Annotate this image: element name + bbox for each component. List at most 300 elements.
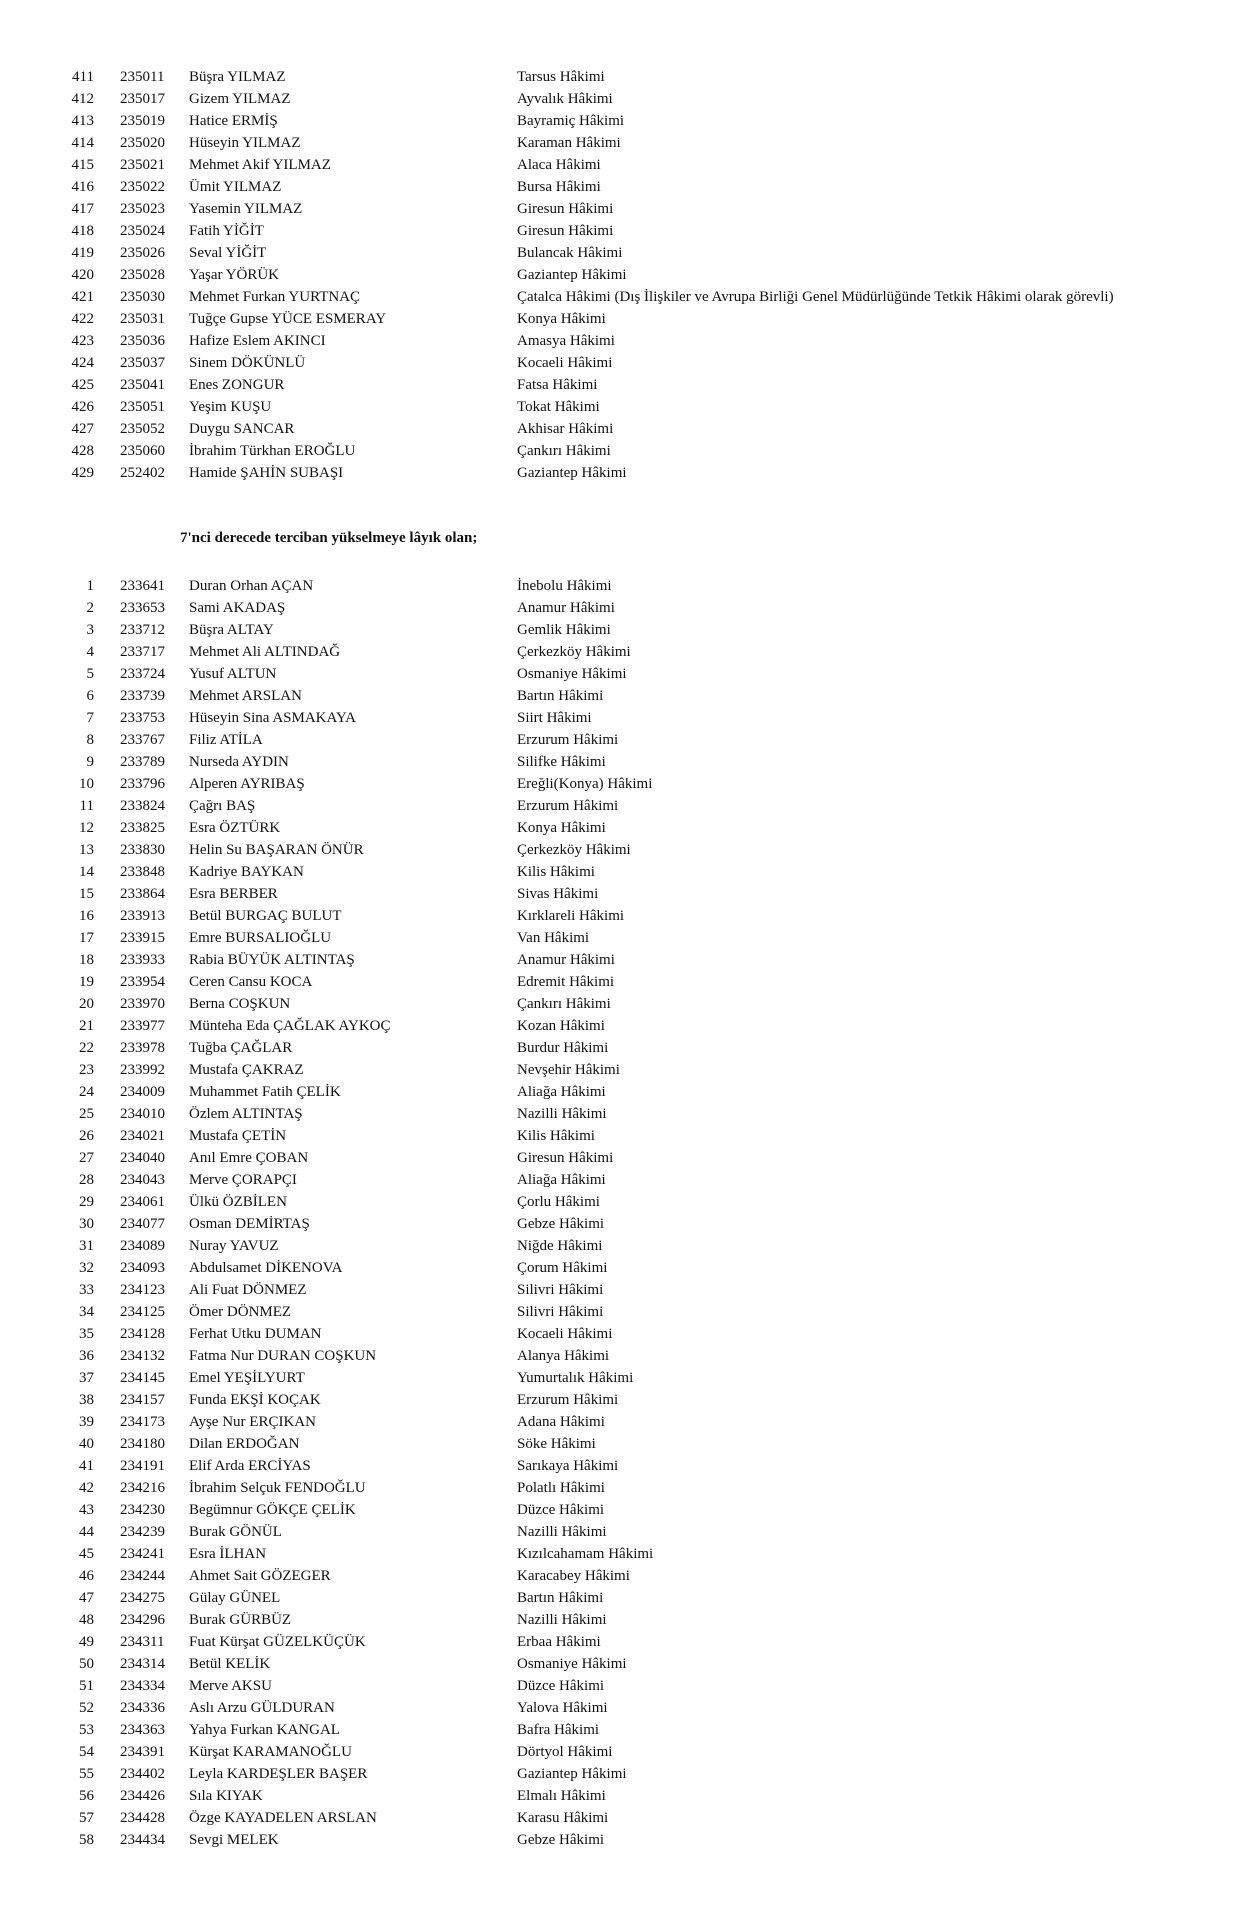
table-row	[0, 1235, 1252, 1257]
table-row	[0, 663, 1252, 685]
table-row	[0, 619, 1252, 641]
row-number: 429	[71, 465, 94, 481]
position-title: Erzurum Hâkimi	[517, 798, 619, 814]
row-number: 34	[79, 1304, 94, 1320]
position-title: Giresun Hâkimi	[517, 223, 614, 239]
position-title: Çankırı Hâkimi	[517, 996, 611, 1012]
table-row	[0, 905, 1252, 927]
position-title: Sarıkaya Hâkimi	[517, 1458, 619, 1474]
table-row	[0, 949, 1252, 971]
registry-number: 233767	[120, 732, 165, 748]
person-name: Mehmet Ali ALTINDAĞ	[189, 644, 341, 660]
registry-number: 234191	[120, 1458, 165, 1474]
person-name: Duran Orhan AÇAN	[189, 578, 314, 594]
person-name: Seval YİĞİT	[189, 245, 267, 261]
position-title: Gemlik Hâkimi	[517, 622, 611, 638]
position-title: Karacabey Hâkimi	[517, 1568, 630, 1584]
row-number: 5	[86, 666, 94, 682]
position-title: Erzurum Hâkimi	[517, 732, 619, 748]
position-title: Fatsa Hâkimi	[517, 377, 598, 393]
table-row	[0, 1323, 1252, 1345]
position-title: Söke Hâkimi	[517, 1436, 596, 1452]
position-title: Çatalca Hâkimi (Dış İlişkiler ve Avrupa Birliği Genel Müdürlüğünde Tetkik Hâkimi olarak görevli)	[517, 289, 1114, 305]
row-number: 421	[71, 289, 94, 305]
row-number: 414	[71, 135, 94, 151]
row-number: 32	[79, 1260, 94, 1276]
table-row	[0, 1543, 1252, 1565]
row-number: 50	[79, 1656, 94, 1672]
row-number: 21	[79, 1018, 94, 1034]
row-number: 47	[79, 1590, 94, 1606]
position-title: Ereğli(Konya) Hâkimi	[517, 776, 653, 792]
row-number: 51	[79, 1678, 94, 1694]
row-number: 415	[71, 157, 94, 173]
row-number: 423	[71, 333, 94, 349]
person-name: Aslı Arzu GÜLDURAN	[189, 1700, 335, 1716]
registry-number: 234043	[120, 1172, 165, 1188]
table-row	[0, 1301, 1252, 1323]
person-name: Filiz ATİLA	[189, 732, 263, 748]
promotion-list	[0, 575, 1252, 1851]
registry-number: 233717	[120, 644, 165, 660]
registry-number: 235028	[120, 267, 165, 283]
person-name: Dilan ERDOĞAN	[189, 1436, 300, 1452]
row-number: 7	[86, 710, 94, 726]
position-title: Anamur Hâkimi	[517, 952, 615, 968]
person-name: Hüseyin YILMAZ	[189, 135, 301, 151]
person-name: Rabia BÜYÜK ALTINTAŞ	[189, 952, 355, 968]
registry-number: 234311	[120, 1634, 165, 1650]
table-row	[0, 1785, 1252, 1807]
registry-number: 233915	[120, 930, 165, 946]
registry-number: 233789	[120, 754, 165, 770]
position-title: Bartın Hâkimi	[517, 688, 604, 704]
position-title: Erzurum Hâkimi	[517, 1392, 619, 1408]
person-name: İbrahim Türkhan EROĞLU	[189, 443, 356, 459]
registry-number: 233653	[120, 600, 165, 616]
row-number: 36	[79, 1348, 94, 1364]
row-number: 44	[79, 1524, 94, 1540]
row-number: 418	[71, 223, 94, 239]
person-name: Merve ÇORAPÇI	[189, 1172, 297, 1188]
row-number: 39	[79, 1414, 94, 1430]
position-title: Sivas Hâkimi	[517, 886, 599, 902]
registry-number: 235019	[120, 113, 165, 129]
person-name: Kadriye BAYKAN	[189, 864, 304, 880]
table-row	[0, 1125, 1252, 1147]
registry-number: 233825	[120, 820, 165, 836]
registry-number: 234093	[120, 1260, 165, 1276]
person-name: Hafize Eslem AKINCI	[189, 333, 326, 349]
registry-number: 234402	[120, 1766, 165, 1782]
person-name: Fuat Kürşat GÜZELKÜÇÜK	[189, 1634, 366, 1650]
person-name: Gülay GÜNEL	[189, 1590, 281, 1606]
table-row	[0, 1499, 1252, 1521]
person-name: Tuğçe Gupse YÜCE ESMERAY	[189, 311, 387, 327]
registry-number: 235017	[120, 91, 165, 107]
position-title: Kilis Hâkimi	[517, 864, 595, 880]
row-number: 420	[71, 267, 94, 283]
table-row	[0, 1565, 1252, 1587]
row-number: 12	[79, 820, 94, 836]
registry-number: 235052	[120, 421, 165, 437]
person-name: Betül BURGAÇ BULUT	[189, 908, 342, 924]
table-row	[0, 839, 1252, 861]
table-row	[0, 308, 1252, 330]
registry-number: 235037	[120, 355, 165, 371]
table-row	[0, 575, 1252, 597]
row-number: 2	[86, 600, 94, 616]
person-name: Ceren Cansu KOCA	[189, 974, 313, 990]
table-row	[0, 1257, 1252, 1279]
table-row	[0, 1169, 1252, 1191]
registry-number: 234336	[120, 1700, 165, 1716]
person-name: Nuray YAVUZ	[189, 1238, 279, 1254]
row-number: 46	[79, 1568, 94, 1584]
registry-number: 235021	[120, 157, 165, 173]
registry-number: 235026	[120, 245, 165, 261]
position-title: Çorum Hâkimi	[517, 1260, 608, 1276]
person-name: Ahmet Sait GÖZEGER	[189, 1568, 331, 1584]
registry-number: 235020	[120, 135, 165, 151]
row-number: 37	[79, 1370, 94, 1386]
person-name: Özlem ALTINTAŞ	[189, 1106, 303, 1122]
position-title: Düzce Hâkimi	[517, 1502, 605, 1518]
row-number: 52	[79, 1700, 94, 1716]
registry-number: 234061	[120, 1194, 165, 1210]
table-row	[0, 1521, 1252, 1543]
person-name: Esra İLHAN	[189, 1546, 267, 1562]
table-row	[0, 440, 1252, 462]
person-name: Begümnur GÖKÇE ÇELİK	[189, 1502, 356, 1518]
position-title: Siirt Hâkimi	[517, 710, 592, 726]
section-heading: 7'nci derecede terciban yükselmeye lâyık olan;	[180, 530, 478, 546]
table-row	[0, 729, 1252, 751]
position-title: Erbaa Hâkimi	[517, 1634, 601, 1650]
person-name: Münteha Eda ÇAĞLAK AYKOÇ	[189, 1018, 391, 1034]
table-row	[0, 1103, 1252, 1125]
row-number: 38	[79, 1392, 94, 1408]
person-name: Ülkü ÖZBİLEN	[189, 1194, 287, 1210]
row-number: 25	[79, 1106, 94, 1122]
person-name: Ayşe Nur ERÇIKAN	[189, 1414, 316, 1430]
registry-number: 234157	[120, 1392, 165, 1408]
table-row	[0, 264, 1252, 286]
position-title: Yumurtalık Hâkimi	[517, 1370, 634, 1386]
registry-number: 234089	[120, 1238, 165, 1254]
registry-number: 235024	[120, 223, 165, 239]
row-number: 427	[71, 421, 94, 437]
registry-number: 233978	[120, 1040, 165, 1056]
table-row	[0, 1367, 1252, 1389]
registry-number: 234426	[120, 1788, 165, 1804]
person-name: Çağrı BAŞ	[189, 798, 256, 814]
registry-number: 235022	[120, 179, 165, 195]
registry-number: 235060	[120, 443, 165, 459]
person-name: Sevgi MELEK	[189, 1832, 279, 1848]
position-title: Nazilli Hâkimi	[517, 1524, 607, 1540]
row-number: 24	[79, 1084, 94, 1100]
position-title: Edremit Hâkimi	[517, 974, 615, 990]
position-title: Akhisar Hâkimi	[517, 421, 614, 437]
registry-number: 233824	[120, 798, 165, 814]
registry-number: 233913	[120, 908, 165, 924]
row-number: 16	[79, 908, 94, 924]
registry-number: 234275	[120, 1590, 165, 1606]
table-row	[0, 1037, 1252, 1059]
position-title: Karasu Hâkimi	[517, 1810, 609, 1826]
row-number: 9	[86, 754, 94, 770]
registry-number: 235051	[120, 399, 165, 415]
row-number: 35	[79, 1326, 94, 1342]
position-title: Van Hâkimi	[517, 930, 590, 946]
row-number: 425	[71, 377, 94, 393]
person-name: Anıl Emre ÇOBAN	[189, 1150, 309, 1166]
registry-number: 234334	[120, 1678, 165, 1694]
position-title: İnebolu Hâkimi	[517, 578, 612, 594]
person-name: Muhammet Fatih ÇELİK	[189, 1084, 341, 1100]
position-title: Gaziantep Hâkimi	[517, 465, 627, 481]
registry-number: 235041	[120, 377, 165, 393]
registry-number: 234391	[120, 1744, 165, 1760]
person-name: Leyla KARDEŞLER BAŞER	[189, 1766, 368, 1782]
person-name: Duygu SANCAR	[189, 421, 295, 437]
position-title: Bartın Hâkimi	[517, 1590, 604, 1606]
position-title: Dörtyol Hâkimi	[517, 1744, 613, 1760]
row-number: 31	[79, 1238, 94, 1254]
position-title: Osmaniye Hâkimi	[517, 666, 627, 682]
registry-number: 234241	[120, 1546, 165, 1562]
position-title: Silivri Hâkimi	[517, 1304, 604, 1320]
position-title: Gebze Hâkimi	[517, 1832, 605, 1848]
position-title: Karaman Hâkimi	[517, 135, 621, 151]
row-number: 413	[71, 113, 94, 129]
registry-number: 234434	[120, 1832, 165, 1848]
registry-number: 233712	[120, 622, 165, 638]
table-row	[0, 773, 1252, 795]
row-number: 20	[79, 996, 94, 1012]
position-title: Adana Hâkimi	[517, 1414, 605, 1430]
person-name: Yasemin YILMAZ	[189, 201, 303, 217]
position-title: Silifke Hâkimi	[517, 754, 606, 770]
table-row	[0, 286, 1252, 308]
person-name: Gizem YILMAZ	[189, 91, 291, 107]
registry-number: 235036	[120, 333, 165, 349]
position-title: Giresun Hâkimi	[517, 1150, 614, 1166]
row-number: 422	[71, 311, 94, 327]
position-title: Gebze Hâkimi	[517, 1216, 605, 1232]
row-number: 27	[79, 1150, 94, 1166]
row-number: 45	[79, 1546, 94, 1562]
table-row	[0, 242, 1252, 264]
row-number: 54	[79, 1744, 94, 1760]
row-number: 10	[79, 776, 94, 792]
row-number: 6	[86, 688, 94, 704]
row-number: 58	[79, 1832, 94, 1848]
position-title: Gaziantep Hâkimi	[517, 267, 627, 283]
position-title: Anamur Hâkimi	[517, 600, 615, 616]
table-row	[0, 396, 1252, 418]
row-number: 1	[86, 578, 94, 594]
person-name: Emre BURSALIOĞLU	[189, 930, 332, 946]
row-number: 49	[79, 1634, 94, 1650]
table-row	[0, 154, 1252, 176]
row-number: 19	[79, 974, 94, 990]
position-title: Giresun Hâkimi	[517, 201, 614, 217]
table-row	[0, 817, 1252, 839]
person-name: Emel YEŞİLYURT	[189, 1370, 305, 1386]
person-name: Funda EKŞİ KOÇAK	[189, 1392, 321, 1408]
person-name: Nurseda AYDIN	[189, 754, 289, 770]
position-title: Çerkezköy Hâkimi	[517, 842, 631, 858]
registry-number: 234077	[120, 1216, 165, 1232]
person-name: Yeşim KUŞU	[189, 399, 272, 415]
row-number: 55	[79, 1766, 94, 1782]
table-row	[0, 1345, 1252, 1367]
table-row	[0, 1191, 1252, 1213]
registry-number: 233864	[120, 886, 165, 902]
row-number: 13	[79, 842, 94, 858]
registry-number: 234173	[120, 1414, 165, 1430]
table-row	[0, 462, 1252, 484]
position-title: Çankırı Hâkimi	[517, 443, 611, 459]
person-name: Mehmet Furkan YURTNAÇ	[189, 289, 361, 305]
person-name: Hüseyin Sina ASMAKAYA	[189, 710, 356, 726]
table-row	[0, 1631, 1252, 1653]
person-name: Osman DEMİRTAŞ	[189, 1216, 310, 1232]
position-title: Amasya Hâkimi	[517, 333, 615, 349]
person-name: Mehmet Akif YILMAZ	[189, 157, 331, 173]
person-name: Hamide ŞAHİN SUBAŞI	[189, 465, 344, 481]
position-title: Konya Hâkimi	[517, 820, 606, 836]
position-title: Bafra Hâkimi	[517, 1722, 600, 1738]
person-name: Enes ZONGUR	[189, 377, 285, 393]
table-row	[0, 1213, 1252, 1235]
table-row	[0, 330, 1252, 352]
registry-number: 235023	[120, 201, 165, 217]
position-title: Alanya Hâkimi	[517, 1348, 610, 1364]
person-name: Sami AKADAŞ	[189, 600, 286, 616]
registry-number: 233933	[120, 952, 165, 968]
registry-number: 234244	[120, 1568, 165, 1584]
table-row	[0, 971, 1252, 993]
registry-number: 234021	[120, 1128, 165, 1144]
table-row	[0, 352, 1252, 374]
position-title: Kızılcahamam Hâkimi	[517, 1546, 654, 1562]
registry-number: 234040	[120, 1150, 165, 1166]
row-number: 426	[71, 399, 94, 415]
position-title: Gaziantep Hâkimi	[517, 1766, 627, 1782]
registry-number: 233977	[120, 1018, 165, 1034]
table-row	[0, 1741, 1252, 1763]
person-name: Ali Fuat DÖNMEZ	[189, 1282, 307, 1298]
table-row	[0, 1015, 1252, 1037]
person-name: Özge KAYADELEN ARSLAN	[189, 1810, 377, 1826]
row-number: 41	[79, 1458, 94, 1474]
table-row	[0, 1719, 1252, 1741]
table-row	[0, 1675, 1252, 1697]
position-title: Bayramiç Hâkimi	[517, 113, 625, 129]
person-name: Fatih YİĞİT	[189, 223, 264, 239]
person-name: Tuğba ÇAĞLAR	[189, 1040, 293, 1056]
appointment-list-continued	[0, 66, 1252, 484]
person-name: Büşra YILMAZ	[189, 69, 286, 85]
position-title: Çerkezköy Hâkimi	[517, 644, 631, 660]
position-title: Aliağa Hâkimi	[517, 1084, 606, 1100]
table-row	[0, 1587, 1252, 1609]
registry-number: 233753	[120, 710, 165, 726]
table-row	[0, 1653, 1252, 1675]
person-name: İbrahim Selçuk FENDOĞLU	[189, 1480, 366, 1496]
registry-number: 235031	[120, 311, 165, 327]
table-row	[0, 1807, 1252, 1829]
table-row	[0, 1389, 1252, 1411]
row-number: 8	[86, 732, 94, 748]
row-number: 411	[72, 69, 94, 85]
position-title: Osmaniye Hâkimi	[517, 1656, 627, 1672]
person-name: Alperen AYRIBAŞ	[189, 776, 305, 792]
position-title: Nazilli Hâkimi	[517, 1612, 607, 1628]
row-number: 424	[71, 355, 94, 371]
registry-number: 234230	[120, 1502, 165, 1518]
registry-number: 234314	[120, 1656, 165, 1672]
registry-number: 234363	[120, 1722, 165, 1738]
position-title: Tokat Hâkimi	[517, 399, 600, 415]
registry-number: 233992	[120, 1062, 165, 1078]
position-title: Aliağa Hâkimi	[517, 1172, 606, 1188]
table-row	[0, 418, 1252, 440]
position-title: Nevşehir Hâkimi	[517, 1062, 620, 1078]
table-row	[0, 66, 1252, 88]
row-number: 3	[86, 622, 94, 638]
person-name: Abdulsamet DİKENOVA	[189, 1260, 343, 1276]
person-name: Mustafa ÇETİN	[189, 1128, 287, 1144]
position-title: Silivri Hâkimi	[517, 1282, 604, 1298]
row-number: 22	[79, 1040, 94, 1056]
registry-number: 233796	[120, 776, 165, 792]
table-row	[0, 1433, 1252, 1455]
row-number: 428	[71, 443, 94, 459]
row-number: 23	[79, 1062, 94, 1078]
person-name: Yahya Furkan KANGAL	[189, 1722, 340, 1738]
registry-number: 235030	[120, 289, 165, 305]
position-title: Tarsus Hâkimi	[517, 69, 605, 85]
position-title: Kocaeli Hâkimi	[517, 355, 613, 371]
position-title: Polatlı Hâkimi	[517, 1480, 605, 1496]
table-row	[0, 110, 1252, 132]
registry-number: 233954	[120, 974, 165, 990]
registry-number: 234123	[120, 1282, 165, 1298]
table-row	[0, 883, 1252, 905]
registry-number: 252402	[120, 465, 165, 481]
position-title: Kocaeli Hâkimi	[517, 1326, 613, 1342]
position-title: Niğde Hâkimi	[517, 1238, 603, 1254]
position-title: Çorlu Hâkimi	[517, 1194, 600, 1210]
row-number: 28	[79, 1172, 94, 1188]
registry-number: 233641	[120, 578, 165, 594]
table-row	[0, 1147, 1252, 1169]
table-row	[0, 220, 1252, 242]
row-number: 56	[79, 1788, 94, 1804]
position-title: Konya Hâkimi	[517, 311, 606, 327]
registry-number: 235011	[120, 69, 165, 85]
row-number: 17	[79, 930, 94, 946]
position-title: Düzce Hâkimi	[517, 1678, 605, 1694]
person-name: Helin Su BAŞARAN ÖNÜR	[189, 842, 364, 858]
position-title: Elmalı Hâkimi	[517, 1788, 606, 1804]
table-row	[0, 1411, 1252, 1433]
registry-number: 234239	[120, 1524, 165, 1540]
